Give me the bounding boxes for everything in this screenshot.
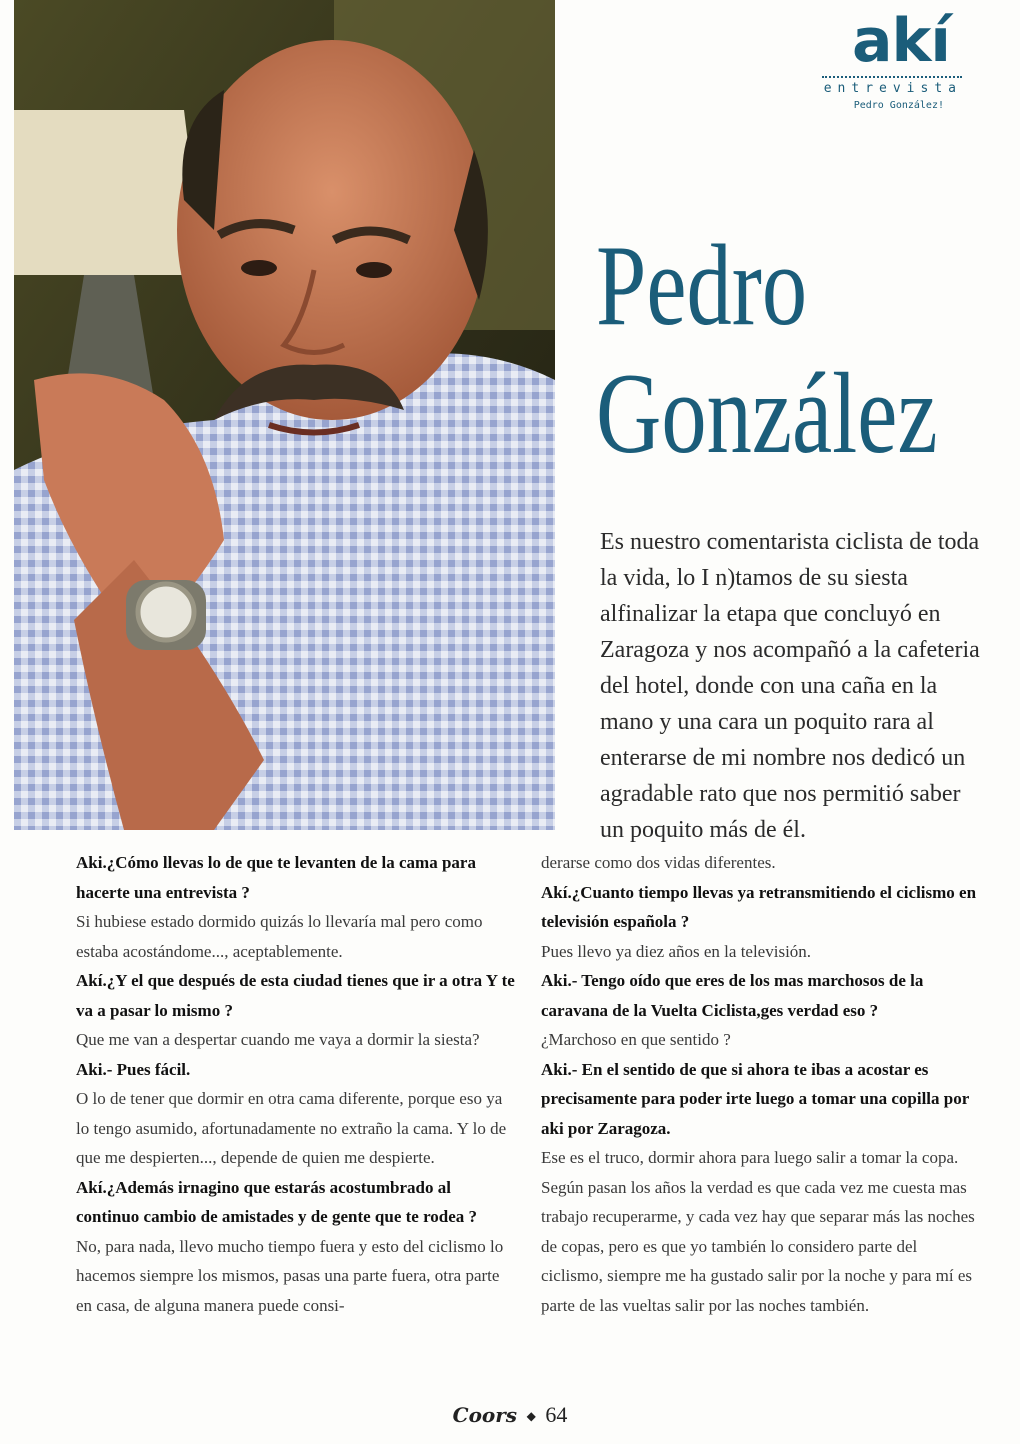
title-line-1: Pedro	[596, 222, 808, 350]
interview-answer: ¿Marchoso en que sentido ?	[541, 1030, 731, 1049]
intro-paragraph: Es nuestro comentarista ciclista de toda la vida, lo I n)tamos de su siesta alfinalizar la etapa que concluyó en Zaragoza y nos acompañó a la cafeteria del hotel, donde con una caña en la mano y una cara un poquito rara al enterarse de mi nombre nos dedicó un agradable rato que nos permitió saber un poquito más de él.	[600, 529, 980, 843]
interview-question: Akí.¿Además irnagino que estarás acostumbrado al continuo cambio de amistades y de gente que te rodea ?	[76, 1177, 478, 1226]
page-number: 64	[545, 1402, 568, 1427]
portrait-illustration	[14, 0, 555, 830]
footer-brand: Coors	[452, 1403, 518, 1427]
interview-question: Aki.- Tengo oído que eres de los mas marchosos de la caravana de la Vuelta Ciclista,ges verdad eso ?	[541, 971, 924, 1020]
interview-answer: Si hubiese estado dormido quizás lo llevaría mal pero como estaba acostándome..., aceptablemente.	[76, 912, 483, 961]
right-column	[541, 848, 981, 1320]
interview-answer: derarse como dos vidas diferentes.	[541, 853, 776, 872]
footer-separator: ◆	[526, 1409, 536, 1424]
interview-question: Aki.- En el sentido de que si ahora te ibas a acostar es precisamente para poder irte luego a tomar una copilla por aki por Zaragoza.	[541, 1059, 969, 1138]
interview-question: Aki.- Pues fácil.	[76, 1059, 191, 1079]
masthead-divider	[822, 76, 962, 78]
portrait-photo	[14, 0, 555, 830]
section-label: entrevista	[823, 81, 962, 96]
article-title	[596, 222, 938, 478]
masthead	[812, 6, 962, 111]
interview-answer: No, para nada, llevo mucho tiempo fuera y esto del ciclismo lo hacemos siempre los mismos, pasas una parte fuera, otra parte en casa, de alguna manera puede consi-	[76, 1236, 504, 1315]
page-footer	[0, 1402, 1020, 1428]
interview-question: Aki.¿Cómo llevas lo de que te levanten de la cama para hacerte una entrevista ?	[76, 853, 476, 902]
masthead-tagline: Pedro González!	[853, 100, 944, 111]
magazine-logo: akí	[852, 6, 950, 76]
interview-question: Akí.¿Cuanto tiempo llevas ya retransmitiendo el ciclismo en televisión española ?	[541, 882, 977, 931]
interview-question: Akí.¿Y el que después de esta ciudad tienes que ir a otra Y te va a pasar lo mismo ?	[76, 971, 515, 1020]
interview-answer: O lo de tener que dormir en otra cama diferente, porque eso ya lo tengo asumido, afortunadamente no extraño la cama. Y lo de que me despierten..., depende de quien me despierte.	[76, 1089, 507, 1167]
left-column	[76, 848, 516, 1320]
article-intro	[600, 524, 986, 848]
title-line-2: González	[596, 350, 938, 478]
interview-answer: Pues llevo ya diez años en la televisión.	[541, 941, 812, 961]
interview-answer: Que me van a despertar cuando me vaya a dormir la siesta?	[76, 1030, 480, 1049]
interview-answer: Ese es el truco, dormir ahora para luego salir a tomar la copa. Según pasan los años la verdad es que cada vez me cuesta mas trabajo recuperarme, y cada vez hay que separar más las noches de copas, pero es que yo también lo considero parte del ciclismo, siempre me ha gustado salir por la noche y para mí es parte de las vueltas salir por las noches también.	[541, 1148, 975, 1315]
